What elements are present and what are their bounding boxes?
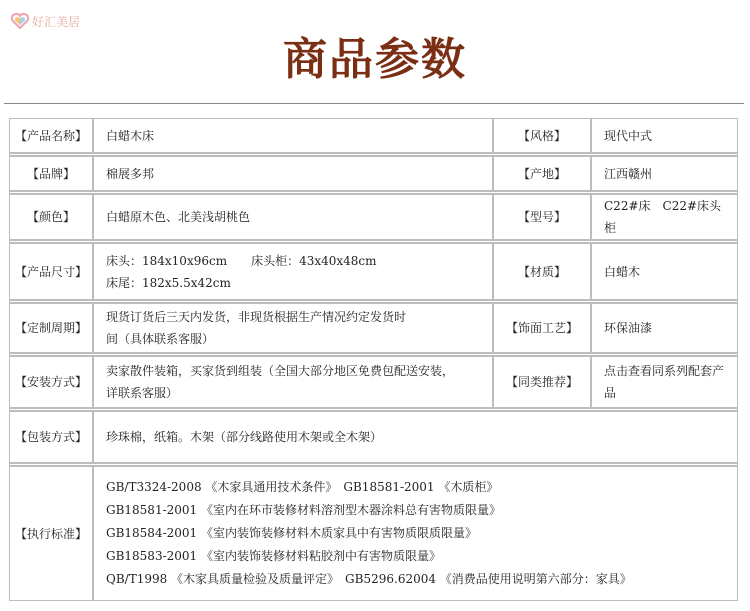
label-size: 【产品尺寸】 (9, 243, 93, 300)
table-row (9, 466, 738, 601)
install-line-2: 详联系客服） (106, 386, 179, 400)
logo-text: 好汇美居 (32, 14, 81, 29)
recommend-link[interactable]: 点击查看同系列配套产品 (591, 356, 738, 408)
label-brand: 【品牌】 (9, 156, 93, 191)
label-material: 【材质】 (493, 243, 591, 300)
value-packing: 珍珠棉，纸箱。木架（部分线路使用木架或全木架） (93, 411, 738, 463)
value-color: 白蜡原木色、北美浅胡桃色 (93, 194, 493, 240)
label-recommend: 【同类推荐】 (493, 356, 591, 408)
spec-table (9, 118, 738, 601)
heart-logo-icon (10, 12, 30, 30)
label-install: 【安装方式】 (9, 356, 93, 408)
value-material: 白蜡木 (591, 243, 738, 300)
table-row (9, 118, 738, 153)
label-finish: 【饰面工艺】 (493, 303, 591, 353)
value-finish: 环保油漆 (591, 303, 738, 353)
value-style: 现代中式 (591, 118, 738, 153)
label-origin: 【产地】 (493, 156, 591, 191)
table-row (9, 243, 738, 300)
page-title: 商品参数 (283, 34, 467, 85)
label-standard: 【执行标准】 (9, 466, 93, 601)
value-size (93, 243, 493, 300)
standard-line: GB18583-2001 《室内装饰装修材料粘胶剂中有害物质限量》 (106, 549, 441, 563)
brand-logo (10, 10, 80, 32)
label-model: 【型号】 (493, 194, 591, 240)
label-color: 【颜色】 (9, 194, 93, 240)
standard-line: GB18584-2001 《室内装饰装修材料木质家具中有害物质限质限量》 (106, 526, 477, 540)
standard-line: QB/T1998 《木家具质量检验及质量评定》 GB5296.62004 《消费品使用说明第六部分：家具》 (106, 572, 632, 586)
install-line-1: 卖家散件装箱，买家货到组装（全国大部分地区免费包配送安装， (106, 364, 455, 378)
label-product-name: 【产品名称】 (9, 118, 93, 153)
label-period: 【定制周期】 (9, 303, 93, 353)
period-line-1: 现货订货后三天内发货，非现货根据生产情况约定发货时 (106, 310, 407, 324)
divider (4, 103, 744, 104)
value-product-name: 白蜡木床 (93, 118, 493, 153)
table-row (9, 156, 738, 191)
size-line-2: 床尾：182x5.5x42cm (106, 275, 231, 290)
value-model: C22#床 C22#床头柜 (591, 194, 738, 240)
value-period (93, 303, 493, 353)
label-style: 【风格】 (493, 118, 591, 153)
table-row (9, 194, 738, 240)
value-install (93, 356, 493, 408)
size-line-1: 床头：184x10x96cm 床头柜：43x40x48cm (106, 253, 377, 268)
standard-line: GB18581-2001 《室内在环市装修材料溶剂型木器涂料总有害物质限量》 (106, 503, 501, 517)
value-origin: 江西赣州 (591, 156, 738, 191)
value-standard (93, 466, 738, 601)
period-line-2: 间（具体联系客服） (106, 332, 215, 346)
table-row (9, 356, 738, 408)
label-packing: 【包装方式】 (9, 411, 93, 463)
value-brand: 棉展多邦 (93, 156, 493, 191)
standard-line: GB/T3324-2008 《木家具通用技术条件》 GB18581-2001 《木质柜》 (106, 480, 499, 494)
table-row (9, 411, 738, 463)
table-row (9, 303, 738, 353)
